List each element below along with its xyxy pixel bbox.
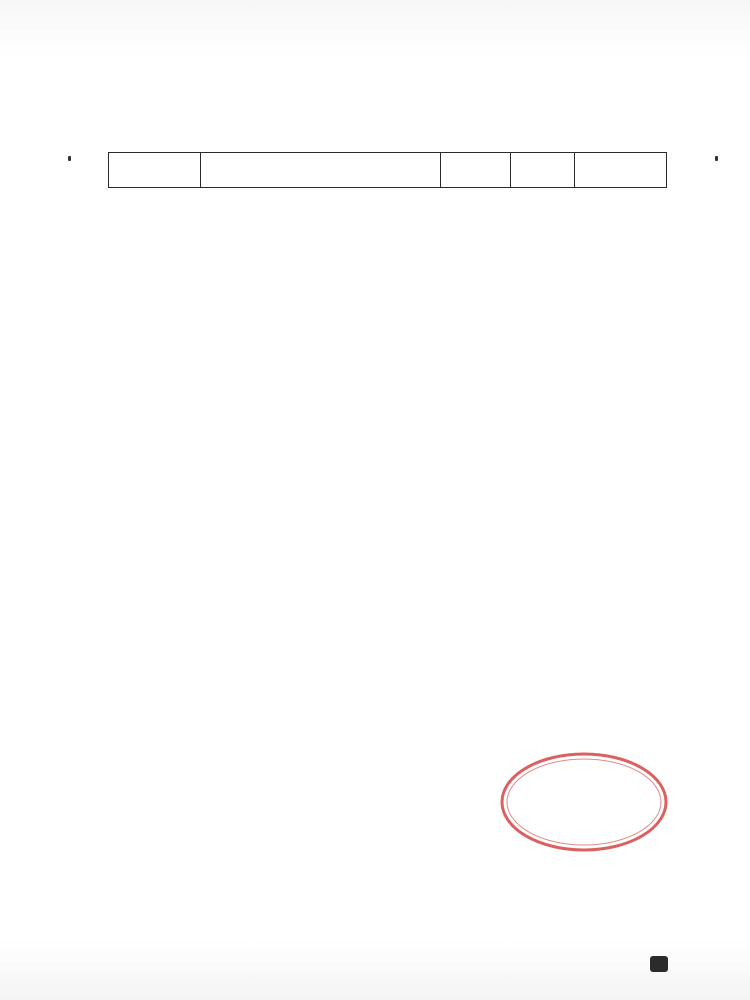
report-table: [108, 152, 667, 188]
footer-logo: [650, 956, 672, 972]
camscanner-icon: [650, 956, 668, 972]
spec-label: [441, 153, 511, 188]
factory-cell: [575, 153, 667, 188]
spec-value: [511, 153, 575, 188]
scan-speck: [715, 156, 718, 161]
quality-stamp: [498, 750, 670, 854]
info-row-1: [109, 153, 667, 188]
product-label: [109, 153, 201, 188]
product-value: [201, 153, 441, 188]
scan-speck: [68, 156, 71, 161]
